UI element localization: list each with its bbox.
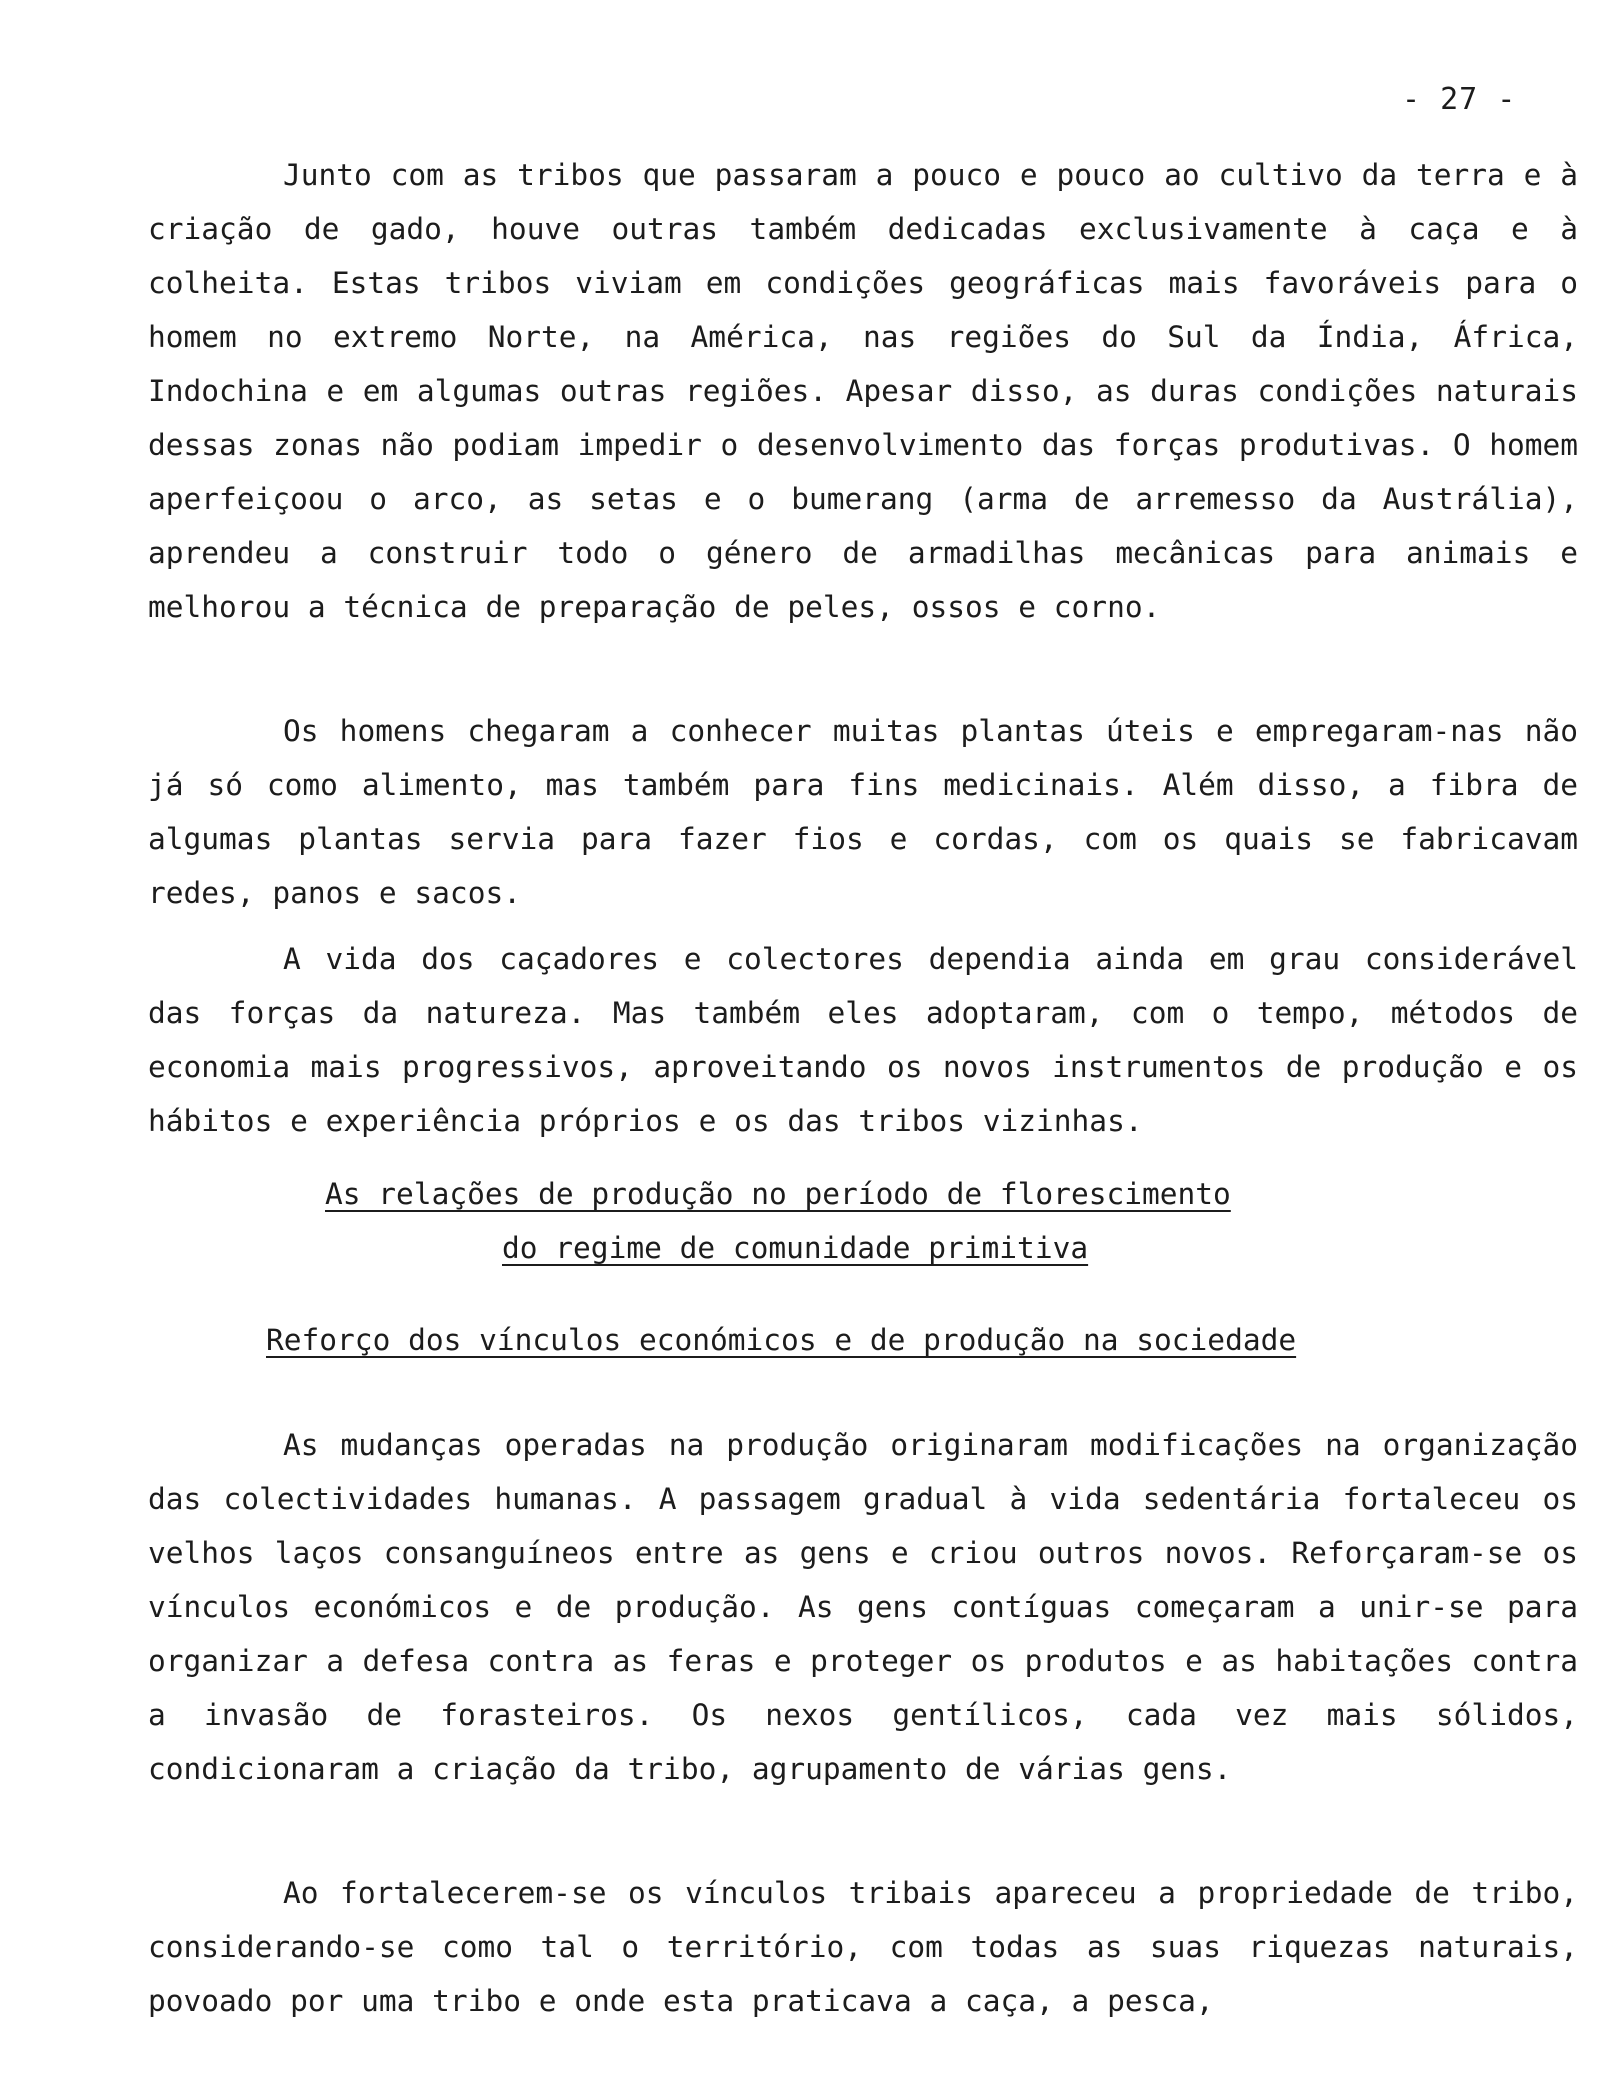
paragraph-text: A vida dos caçadores e colectores dependia ainda em grau considerável das forças da natureza. Mas também eles adoptaram, com o tempo, métodos de economia mais progressivos, aproveitando os novos instrumentos de produção e os hábitos e experiência próprios e os das tribos vizinhas. <box>148 942 1578 1138</box>
paragraph-text: Junto com as tribos que passaram a pouco e pouco ao cultivo da terra e à criação de gado, houve outras também dedicadas exclusivamente à caça e à colheita. Estas tribos viviam em condições geográficas mais favoráveis para o homem no extremo Norte, na América, nas regiões do Sul da Índia, África, Indochina e em algumas outras regiões. Apesar disso, as duras condições naturais dessas zonas não podiam impedir o desenvolvimento das forças produtivas. O homem aperfeiçoou o arco, as setas e o bumerang (arma de arremesso da Austrália), aprendeu a construir todo o género de armadilhas mecânicas para animais e melhorou a técnica de preparação de peles, ossos e corno. <box>148 158 1578 624</box>
page-number: - 27 - <box>1402 82 1517 117</box>
paragraph-useful-plants <box>148 704 1578 920</box>
paragraph-text: As mudanças operadas na produção originaram modificações na organização das colectividades humanas. A passagem gradual à vida sedentária fortaleceu os velhos laços consanguíneos entre as gens e criou outros novos. Reforçaram-se os vínculos económicos e de produção. As gens contíguas começaram a unir-se para organizar a defesa contra as feras e proteger os produtos e as habitações contra a invasão de forasteiros. Os nexos gentílicos, cada vez mais sólidos, condicionaram a criação da tribo, agrupamento de várias gens. <box>148 1428 1578 1786</box>
paragraph-text: Os homens chegaram a conhecer muitas plantas úteis e empregaram-nas não já só como alimento, mas também para fins medicinais. Além disso, a fibra de algumas plantas servia para fazer fios e cordas, com os quais se fabricavam redes, panos e sacos. <box>148 714 1578 910</box>
section-heading-line-2: do regime de comunidade primitiva <box>502 1231 1089 1265</box>
section-heading-line-1: As relações de produção no período de florescimento <box>325 1177 1231 1211</box>
paragraph-text: Ao fortalecerem-se os vínculos tribais apareceu a propriedade de tribo, considerando-se como tal o território, com todas as suas riquezas naturais, povoado por uma tribo e onde esta praticava a caça, a pesca, <box>148 1876 1578 2018</box>
paragraph-hunters-gatherers <box>148 932 1578 1148</box>
subsection-heading: Reforço dos vínculos económicos e de produção na sociedade <box>266 1323 1297 1357</box>
paragraph-tribes-hunting <box>148 148 1578 634</box>
paragraph-tribal-property <box>148 1866 1578 2028</box>
paragraph-organization-changes <box>148 1418 1578 1796</box>
